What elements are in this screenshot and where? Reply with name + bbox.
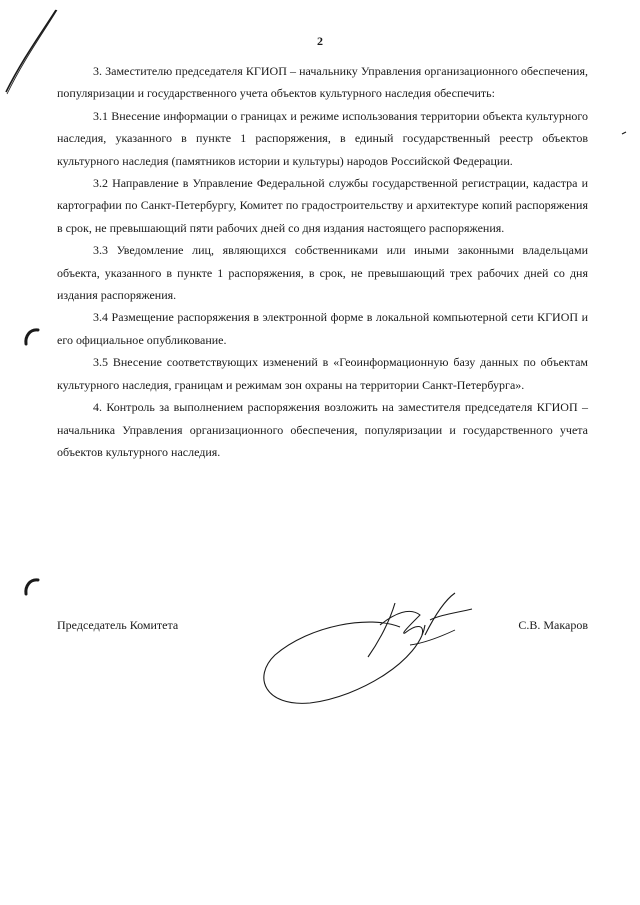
margin-tick-mark — [620, 128, 630, 138]
signatory-title: Председатель Комитета — [57, 618, 179, 632]
page-number: 2 — [317, 34, 323, 48]
handwritten-signature — [250, 585, 490, 715]
paragraph-3-5: 3.5 Внесение соответствующих изменений в «Геоинформационную базу данных по объектам культурного наследия, границам и режимам зон охраны на территории Санкт-Петербурга». — [57, 355, 588, 392]
paragraph-3-3: 3.3 Уведомление лиц, являющихся собственниками или иными законными владельцами объекта, указанного в пункте 1 распоряжения, в срок, не превышающий трех рабочих дней со дня издания распоряжения. — [57, 243, 588, 303]
paragraph-3-4: 3.4 Размещение распоряжения в электронной форме в локальной компьютерной сети КГИОП и его официальное опубликование. — [57, 310, 588, 347]
document-body — [57, 60, 588, 463]
punch-mark-lower — [20, 576, 42, 598]
paragraph-3-2: 3.2 Направление в Управление Федеральной службы государственной регистрации, кадастра и картографии по Санкт-Петербургу, Комитет по градостроительству и архитектуре копий распоряжения в срок, не превышающий пяти рабочих дней со дня издания настоящего распоряжения. — [57, 176, 588, 235]
paragraph-4: 4. Контроль за выполнением распоряжения возложить на заместителя председателя КГИОП – начальника Управления организационного обеспечения, популяризации и государственного учета объектов культурного наследия. — [57, 400, 588, 459]
punch-mark-upper — [20, 326, 42, 348]
paragraph-3: 3. Заместителю председателя КГИОП – начальнику Управления организационного обеспечения, популяризации и государственного учета объектов культурного наследия обеспечить: — [57, 64, 588, 101]
paragraph-3-1: 3.1 Внесение информации о границах и режиме использования территории объекта культурного наследия, указанного в пункте 1 распоряжения, в единый государственный реестр объектов культурного наследия (памятников истории и культуры) народов Российской Федерации. — [57, 108, 588, 168]
signatory-name: С.В. Макаров — [518, 618, 588, 632]
